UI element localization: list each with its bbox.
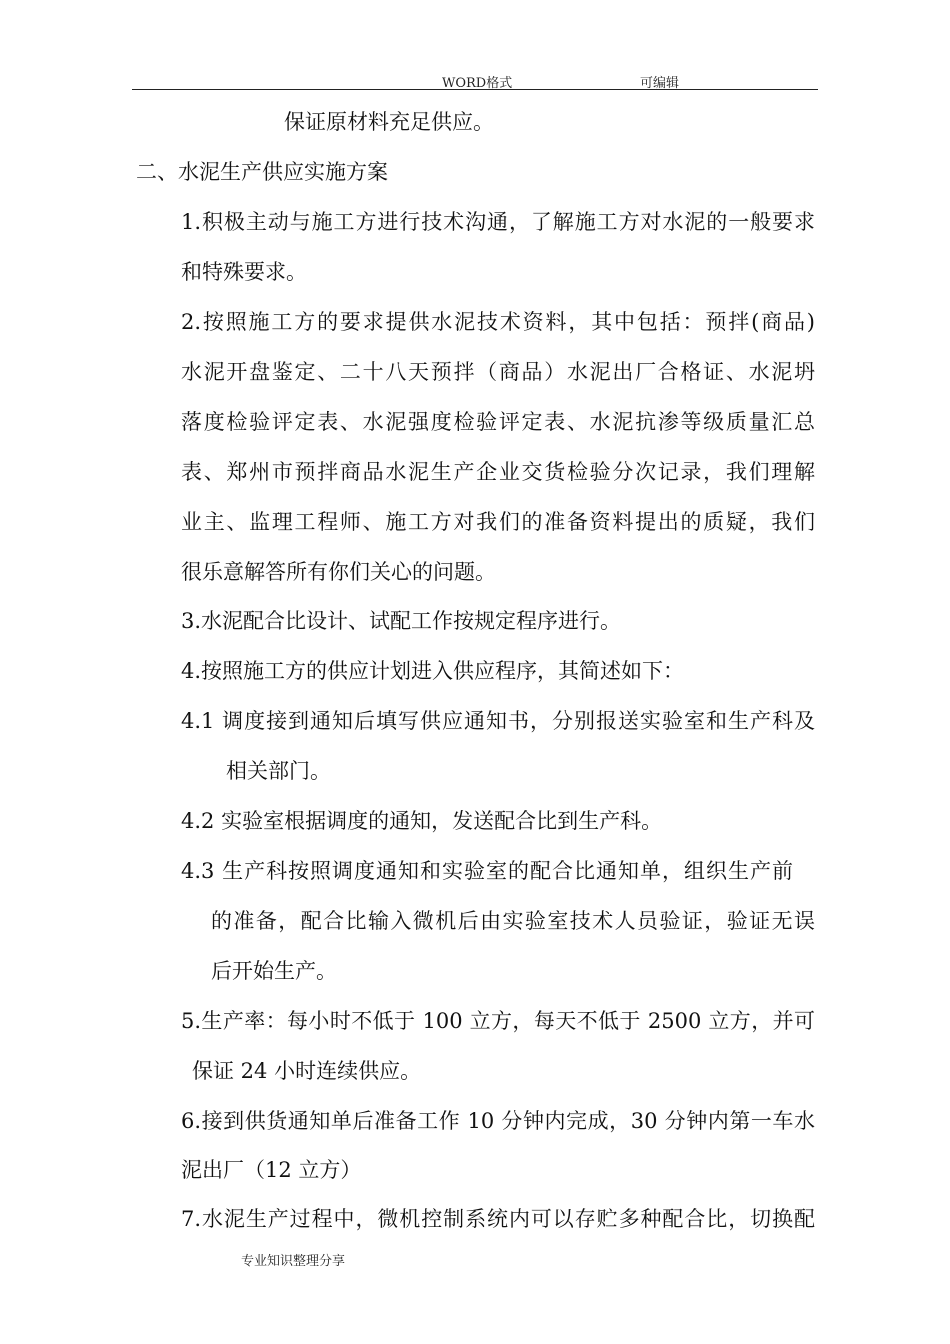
paragraph-line: 2.按照施工方的要求提供水泥技术资料，其中包括：预拌(商品) [181, 310, 815, 334]
paragraph-line: 4.2 实验室根据调度的通知，发送配合比到生产科。 [181, 809, 663, 833]
paragraph-line: 很乐意解答所有你们关心的问题。 [181, 560, 496, 584]
paragraph-line: 的准备，配合比输入微机后由实验室技术人员验证，验证无误 [211, 909, 815, 933]
header-editable-label: 可编辑 [640, 76, 680, 91]
paragraph-line: 后开始生产。 [211, 959, 337, 983]
paragraph-line: 4.3 生产科按照调度通知和实验室的配合比通知单，组织生产前 [181, 859, 793, 883]
header-rule [132, 89, 818, 90]
paragraph-line: 相关部门。 [226, 759, 331, 783]
paragraph-line: 表、郑州市预拌商品水泥生产企业交货检验分次记录，我们理解 [181, 460, 815, 484]
footer-label: 专业知识整理分享 [241, 1254, 346, 1269]
paragraph-line: 5.生产率：每小时不低于 100 立方，每天不低于 2500 立方，并可 [181, 1009, 815, 1033]
section-heading: 二、水泥生产供应实施方案 [136, 160, 388, 184]
paragraph-line: 4.按照施工方的供应计划进入供应程序，其简述如下： [181, 659, 685, 683]
paragraph-line: 水泥开盘鉴定、二十八天预拌（商品）水泥出厂合格证、水泥坍 [181, 360, 815, 384]
paragraph-line: 3.水泥配合比设计、试配工作按规定程序进行。 [181, 609, 622, 633]
paragraph-line: 和特殊要求。 [181, 260, 307, 284]
paragraph-line: 4.1 调度接到通知后填写供应通知书，分别报送实验室和生产科及 [181, 709, 815, 733]
paragraph-line: 业主、监理工程师、施工方对我们的准备资料提出的质疑，我们 [181, 510, 815, 534]
paragraph-line: 6.接到供货通知单后准备工作 10 分钟内完成，30 分钟内第一车水 [181, 1109, 815, 1133]
paragraph-line: 7.水泥生产过程中，微机控制系统内可以存贮多种配合比，切换配 [181, 1207, 815, 1231]
paragraph-line: 泥出厂（12 立方） [181, 1158, 362, 1182]
paragraph-line: 1.积极主动与施工方进行技术沟通，了解施工方对水泥的一般要求 [181, 210, 815, 234]
paragraph-line: 落度检验评定表、水泥强度检验评定表、水泥抗渗等级质量汇总 [181, 410, 815, 434]
paragraph-line: 保证 24 小时连续供应。 [192, 1059, 422, 1083]
paragraph-line: 保证原材料充足供应。 [284, 110, 494, 134]
header-format-label: WORD格式 [442, 76, 513, 91]
